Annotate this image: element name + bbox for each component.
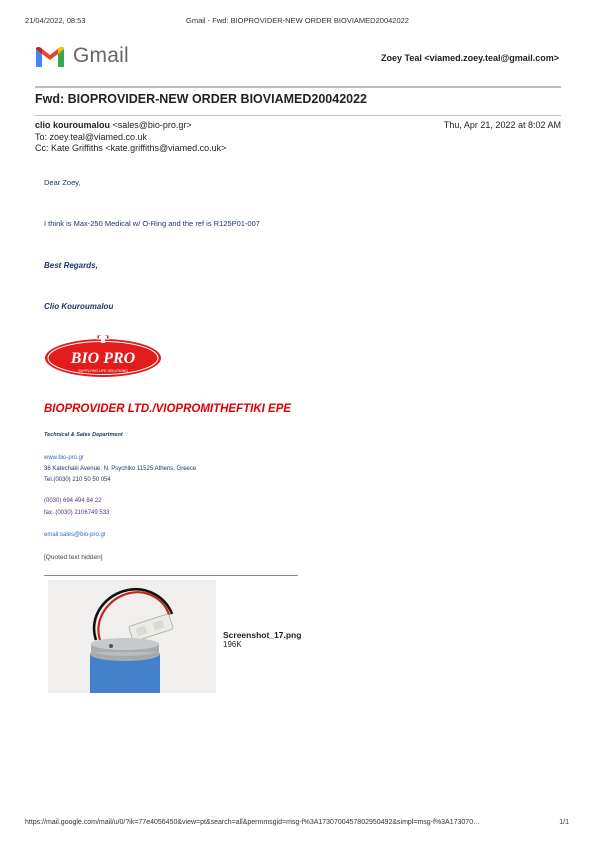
attachment-filename[interactable]: Screenshot_17.png <box>223 630 302 640</box>
battery-image <box>48 580 216 693</box>
company-name: BIOPROVIDER LTD./VIOPROMITHEFTIKI EPE <box>44 403 292 415</box>
mobile-phone: (0030) 694 494 84 22 <box>44 498 102 504</box>
address: 36 Katechaki Avenue, N. Psychiko 11525 Athens, Greece <box>44 466 197 472</box>
subject-divider <box>35 115 561 116</box>
greeting: Dear Zoey, <box>44 178 81 187</box>
recipient-to: To: zoey.teal@viamed.co.uk <box>35 132 148 142</box>
quoted-text-toggle[interactable]: [Quoted text hidden] <box>44 554 103 561</box>
biopro-logo <box>44 334 162 378</box>
recipient-cc: Cc: Kate Griffiths <kate.griffiths@viamed.co.uk> <box>35 143 227 153</box>
sender-email: <sales@bio-pro.gr> <box>110 120 192 130</box>
fax: fax. (0030) 2106749 533 <box>44 510 110 516</box>
footer-page-number: 1/1 <box>559 819 569 826</box>
gmail-brand: Gmail <box>73 44 129 67</box>
biopro-logo-tagline: SUPPLYING LIFE SOLUTIONS <box>78 369 128 373</box>
telephone: Tel.(0030) 210 50 50 054 <box>44 477 111 483</box>
body-text: I think is Max-250 Medical w/ O-Ring and the ref is R125P01-007 <box>44 219 260 228</box>
sender-name: clio kouroumalou <box>35 120 111 130</box>
footer-url: https://mail.google.com/mail/u/0/?ik=77e4056450&view=pt&search=all&permmsgid=msg-f%3A1730700457802950492&simpl=msg-f%3A173070… <box>25 819 481 826</box>
biopro-logo-text: BIO PRO <box>70 350 136 367</box>
email-link[interactable]: email:sales@bio-pro.gr <box>44 532 106 538</box>
print-title: Gmail - Fwd: BIOPROVIDER-NEW ORDER BIOVIAMED20042022 <box>186 16 409 25</box>
attachment-size: 196K <box>223 640 242 649</box>
header-divider <box>35 86 561 88</box>
department: Technical & Sales Department <box>44 432 123 438</box>
signature-name: Clio Kouroumalou <box>44 302 114 311</box>
attachment-thumbnail[interactable] <box>48 580 216 693</box>
account-identity: Zoey Teal <viamed.zoey.teal@gmail.com> <box>380 53 559 63</box>
sender <box>35 120 192 130</box>
attachment-divider <box>44 575 298 576</box>
message-subject: Fwd: BIOPROVIDER-NEW ORDER BIOVIAMED20042022 <box>35 92 368 106</box>
regards: Best Regards, <box>44 261 98 270</box>
message-date: Thu, Apr 21, 2022 at 8:02 AM <box>443 120 561 130</box>
print-datetime: 21/04/2022, 08:53 <box>25 16 86 25</box>
website-link[interactable]: www.bio-pro.gr <box>44 455 85 461</box>
gmail-logo-icon <box>34 45 66 69</box>
